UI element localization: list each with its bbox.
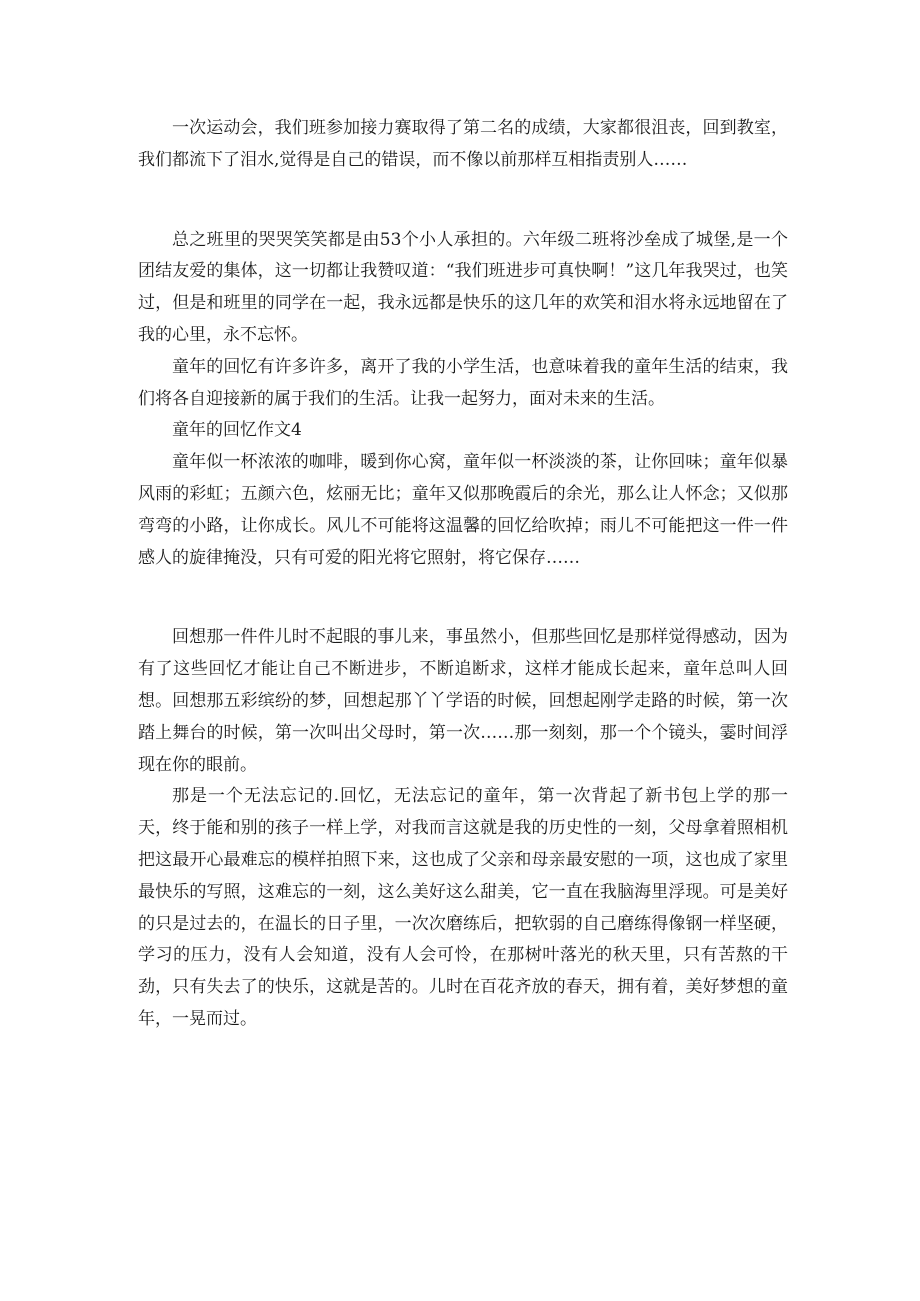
paragraph-farewell: 童年的回忆有许多许多，离开了我的小学生活，也意味着我的童年生活的结束，我们将各自迎接新的属于我们的生活。让我一起努力，面对未来的生活。 [138, 356, 788, 409]
paragraph-recollection: 回想那一件件儿时不起眼的事儿来，事虽然小，但那些回忆是那样觉得感动，因为有了这些回忆才能让自己不断进步，不断追断求，这样才能成长起来，童年总叫人回想。回想那五彩缤纷的梦，回想起那丫丫学语的时候，回想起刚学走路的时候，第一次踏上舞台的时候，第一次叫出父母时，第一次……那一刻刻，那一个个镜头，霎时间浮现在你的眼前。 [138, 627, 788, 775]
essay-heading: 童年的回忆作文4 [172, 420, 302, 441]
paragraph-sports-meet: 一次运动会，我们班参加接力赛取得了第二名的成绩，大家都很沮丧，回到教室，我们都流下了泪水,觉得是自己的错误，而不像以前那样互相指责别人…… [138, 118, 788, 170]
paragraph-gap [138, 574, 788, 622]
paragraph-childhood-metaphors: 童年似一杯浓浓的咖啡，暖到你心窝，童年似一杯淡淡的茶，让你回味；童年似暴风雨的彩虹；五颜六色，炫丽无比；童年又似那晚霞后的余光，那么让人怀念；又似那弯弯的小路，让你成长。风儿不可能将这温馨的回忆给吹掉；雨儿不可能把这一件一件感人的旋律掩没，只有可爱的阳光将它照射，将它保存…… [138, 452, 788, 568]
paragraph-class-memories: 总之班里的哭哭笑笑都是由53个小人承担的。六年级二班将沙垒成了城堡,是一个团结友爱的集体，这一切都让我赞叹道：“我们班进步可真快啊！”这几年我哭过，也笑过，但是和班里的同学在一起，我永远都是快乐的这几年的欢笑和泪水将永远地留在了我的心里，永不忘怀。 [138, 229, 788, 345]
paragraph-first-school-day: 那是一个无法忘记的.回忆，无法忘记的童年，第一次背起了新书包上学的那一天，终于能和别的孩子一样上学，对我而言这就是我的历史性的一刻，父母拿着照相机把这最开心最难忘的模样拍照下来，这也成了父亲和母亲最安慰的一项，这也成了家里最快乐的写照，这难忘的一刻，这么美好这么甜美，它一直在我脑海里浮现。可是美好的只是过去的，在温长的日子里，一次次磨练后，把软弱的自己磨练得像钢一样坚硬，学习的压力，没有人会知道，没有人会可怜，在那树叶落光的秋天里，只有苦熬的干劲，只有失去了的快乐，这就是苦的。儿时在百花齐放的春天，拥有着，美好梦想的童年，一晃而过。 [138, 786, 788, 1029]
paragraph-gap [138, 177, 788, 225]
document-body [138, 113, 788, 1036]
